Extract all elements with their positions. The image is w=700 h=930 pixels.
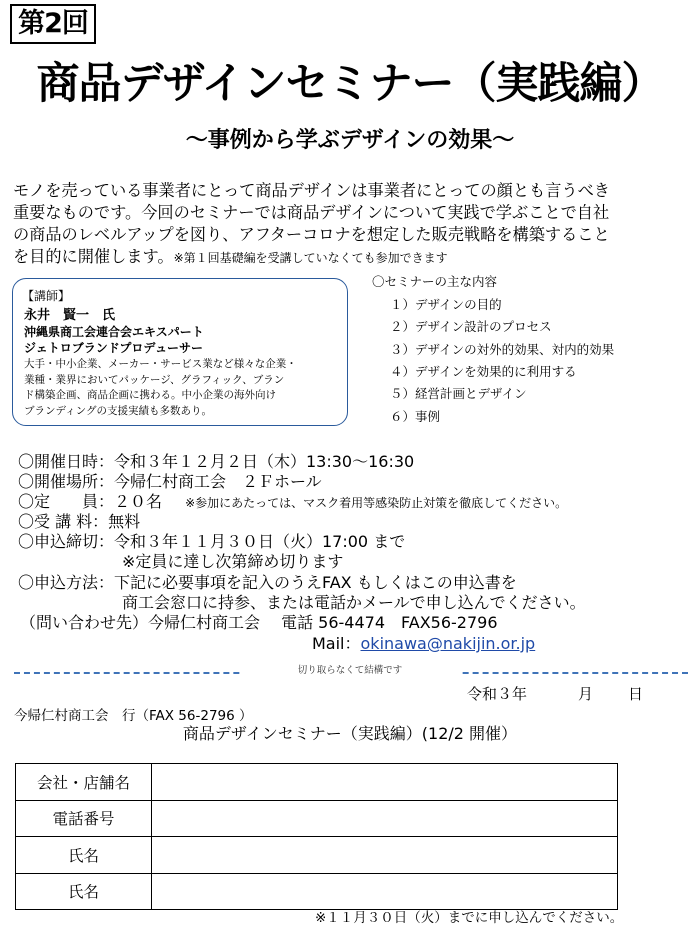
name-field[interactable] bbox=[152, 873, 618, 910]
contents-heading: 〇セミナーの主な内容 bbox=[372, 274, 498, 289]
form-date-day: 日 bbox=[628, 685, 644, 703]
lecturer-title: ジェトロブランドプロデューサー bbox=[24, 341, 204, 355]
lecturer-description-line: 業種・業界においてパッケージ、グラフィック、ブラン bbox=[24, 373, 285, 386]
intro-last-line: を目的に開催します。 bbox=[13, 247, 174, 266]
seminar-subtitle: 〜事例から学ぶデザインの効果〜 bbox=[185, 128, 515, 153]
phone-label: 電話番号 bbox=[16, 800, 152, 837]
table-row bbox=[16, 873, 618, 910]
fax-recipient: 今帰仁村商工会 行（FAX 56-2796 ） bbox=[14, 708, 253, 724]
lecturer-label: 【講師】 bbox=[22, 289, 71, 303]
application-form-table bbox=[15, 763, 618, 910]
contents-item: １）デザインの目的 bbox=[390, 297, 502, 312]
cut-line-note: 切り取らなくて結構です bbox=[240, 664, 460, 678]
company-field[interactable] bbox=[152, 764, 618, 801]
phone-field[interactable] bbox=[152, 800, 618, 837]
form-date-era: 令和３年 bbox=[467, 685, 528, 703]
event-venue: 〇開催場所：今帰仁村商工会 ２Ｆホール bbox=[18, 472, 322, 491]
session-number-badge: 第2回 bbox=[10, 4, 96, 44]
lecturer-description-line: 大手・中小企業、メーカー・サービス業など様々な企業・ bbox=[24, 358, 297, 370]
form-deadline-note: ※１１月３０日（火）までに申し込んでください。 bbox=[315, 910, 624, 926]
seminar-title: 商品デザインセミナー（実践編） bbox=[36, 59, 664, 109]
contents-item: ５）経営計画とデザイン bbox=[390, 386, 527, 401]
lecturer-title: 沖縄県商工会連合会エキスパート bbox=[24, 325, 204, 339]
contents-item: ２）デザイン設計のプロセス bbox=[390, 319, 552, 334]
intro-paragraph bbox=[13, 180, 689, 269]
name-label: 氏名 bbox=[16, 873, 152, 910]
contents-item: ３）デザインの対外的効果、対内的効果 bbox=[390, 342, 615, 357]
mail-link[interactable]: okinawa@nakijin.or.jp bbox=[360, 634, 536, 653]
event-fee: 〇受 講 料：無料 bbox=[18, 512, 141, 531]
capacity-note: ※参加にあたっては、マスク着用等感染防止対策を徹底してください。 bbox=[185, 496, 568, 510]
form-title: 商品デザインセミナー（実践編）(12/2 開催） bbox=[182, 724, 518, 743]
event-deadline: 〇申込締切：令和３年１１月３０日（火）17:00 まで bbox=[18, 532, 406, 551]
application-method: 〇申込方法：下記に必要事項を記入のうえFAX もしくはこの申込書を bbox=[18, 573, 517, 592]
contents-item: ４）デザインを効果的に利用する bbox=[390, 364, 577, 379]
intro-note: ※第１回基礎編を受講していなくても参加できます bbox=[173, 251, 448, 265]
table-row bbox=[16, 800, 618, 837]
lecturer-description-line: ド構築企画、商品企画に携わる。中小企業の海外向け bbox=[24, 389, 276, 401]
name-field[interactable] bbox=[152, 837, 618, 874]
lecturer-name: 永井 賢一 氏 bbox=[24, 308, 116, 323]
event-capacity: 〇定 員：２０名 bbox=[18, 492, 163, 511]
event-datetime: 〇開催日時：令和３年１２月２日（木）13:30〜16:30 bbox=[18, 452, 415, 471]
table-row bbox=[16, 764, 618, 801]
table-row bbox=[16, 837, 618, 874]
mail-row bbox=[312, 633, 535, 655]
lecturer-description bbox=[24, 357, 344, 419]
intro-line: 重要なものです。今回のセミナーでは商品デザインについて実践で学ぶことで自社 bbox=[13, 203, 610, 222]
name-label: 氏名 bbox=[16, 837, 152, 874]
intro-line bbox=[13, 246, 689, 269]
inquiry-contact: （問い合わせ先）今帰仁村商工会 電話 56-4474 FAX56-2796 bbox=[20, 613, 498, 632]
lecturer-description-line: ブランディングの支援実績も多数あり。 bbox=[24, 404, 212, 417]
application-method-continued: 商工会窓口に持参、または電話かメールで申し込んでください。 bbox=[122, 593, 586, 612]
deadline-note: ※定員に達し次第締め切ります bbox=[122, 552, 344, 571]
contents-item: ６）事例 bbox=[390, 409, 441, 424]
intro-line: の商品のレベルアップを図り、アフターコロナを想定した販売戦略を構築すること bbox=[13, 225, 610, 244]
intro-line: モノを売っている事業者にとって商品デザインは事業者にとっての顔とも言うべき bbox=[13, 181, 610, 200]
form-date-month: 月 bbox=[578, 685, 594, 703]
mail-label: Mail： bbox=[312, 634, 361, 653]
company-label: 会社・店舗名 bbox=[16, 764, 152, 801]
